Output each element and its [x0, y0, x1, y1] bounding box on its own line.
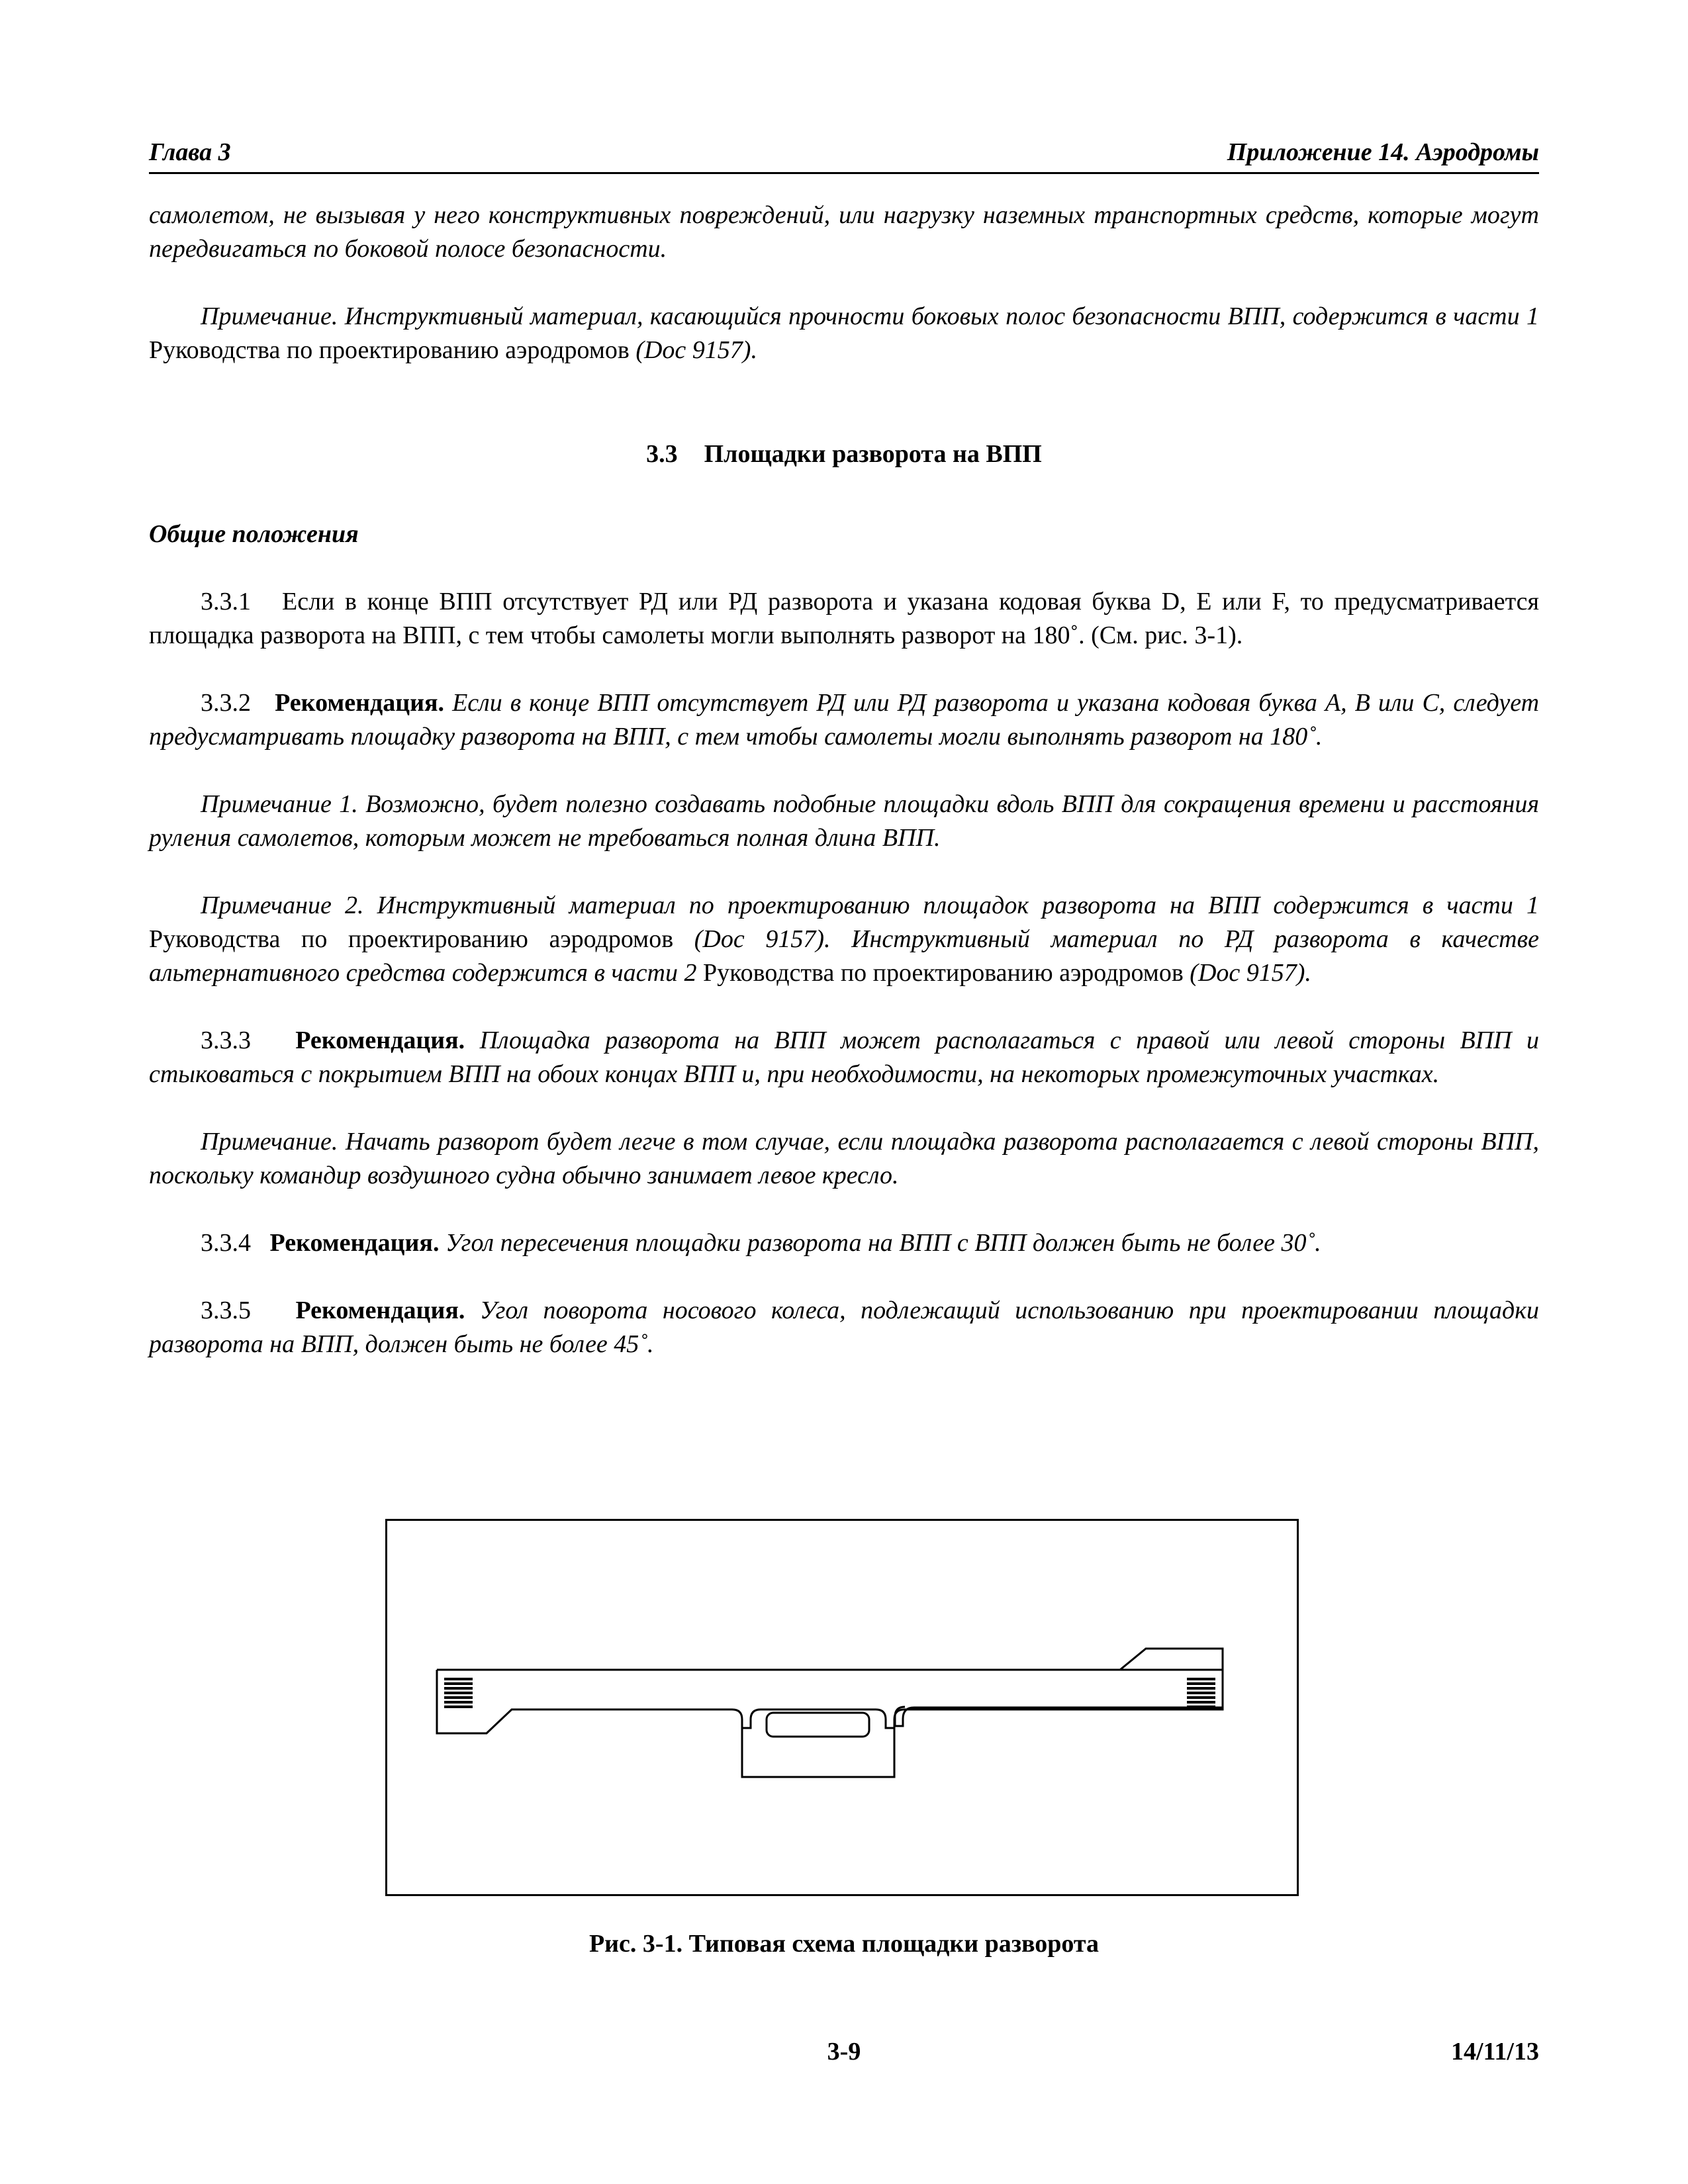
recommendation-label: Рекомендация.: [295, 1026, 465, 1054]
note-strength: [149, 300, 1539, 367]
central-island: [767, 1713, 869, 1737]
page-date: 14/11/13: [1450, 2038, 1539, 2066]
doc-reference: (Doc 9157).: [1190, 959, 1311, 987]
note-2-text: Примечание 2. Инструктивный материал по проектированию площадок разворота на ВПП содержится в части 1: [201, 891, 1539, 919]
paragraph-text: Угол пересечения площадки разворота на ВПП с ВПП должен быть не более 30˚.: [445, 1229, 1321, 1257]
paragraph-3-3-5: [149, 1294, 1539, 1361]
paragraph-3-3-2: [149, 686, 1539, 754]
note-2: [149, 889, 1539, 990]
subsection-heading: Общие положения: [149, 520, 359, 548]
paragraph-text: Площадка разворота на ВПП может располагаться с правой или левой стороны ВПП и стыковаться с покрытием ВПП на обоих концах ВПП и, при необходимости, на некоторых промежуточных участках.: [149, 1026, 1540, 1088]
note-3: Примечание. Начать разворот будет легче в том случае, если площадка разворота располагается с левой стороны ВПП, поскольку командир воздушного судна обычно занимает левое кресло.: [149, 1128, 1539, 1189]
section-title: Площадки разворота на ВПП: [704, 440, 1042, 468]
paragraph-text: Если в конце ВПП отсутствует РД или РД разворота и указана кодовая буква A, B или C, следует предусматривать площадку разворота на ВПП, с тем чтобы самолеты могли выполнять разворот на 180˚.: [149, 689, 1540, 751]
page-footer: [149, 2037, 1539, 2070]
runway-top-edge: [437, 1649, 1223, 1727]
doc-reference: (Doc 9157).: [635, 336, 757, 364]
recommendation-label: Рекомендация.: [295, 1297, 465, 1324]
turn-pad-diagram: [385, 1519, 1299, 1896]
section-number: 3.3: [646, 440, 678, 468]
section-heading: [149, 437, 1539, 471]
right-threshold-markings: [1187, 1678, 1215, 1708]
continued-paragraph: самолетом, не вызывая у него конструктивных повреждений, или нагрузку наземных транспортных средств, которые могут передвигаться по боковой полосе безопасности.: [149, 201, 1539, 263]
paragraph-3-3-3: [149, 1024, 1539, 1091]
left-threshold-markings: [444, 1678, 473, 1708]
note-1: Примечание 1. Возможно, будет полезно создавать подобные площадки вдоль ВПП для сокращения времени и расстояния руления самолетов, которым может не требоваться полная длина ВПП.: [149, 790, 1539, 852]
page-number: 3-9: [827, 2038, 861, 2066]
paragraph-number: 3.3.5: [201, 1297, 251, 1324]
recommendation-label: Рекомендация.: [275, 689, 445, 717]
annex-label: Приложение 14. Аэродромы: [1227, 138, 1539, 166]
note-strength-text: Примечание. Инструктивный материал, касающийся прочности боковых полос безопасности ВПП, содержится в части 1: [201, 302, 1539, 330]
runway-geometry: [437, 1649, 1223, 1777]
manual-reference: Руководства по проектированию аэродромов: [702, 959, 1184, 987]
paragraph-3-3-1: [149, 585, 1539, 653]
note-2-text-cont: (Doc 9157). Инструктивный материал по РД разворота в качестве альтернативного средства содержится в части 2: [149, 925, 1539, 987]
manual-reference: Руководства по проектированию аэродромов: [149, 925, 674, 953]
runway-top-line: [437, 1649, 1223, 1709]
runway-outline: [437, 1670, 1223, 1726]
paragraph-text: Если в конце ВПП отсутствует РД или РД разворота и указана кодовая буква D, E или F, то предусматривается площадка разворота на ВПП, с тем чтобы самолеты могли выполнять разворот на 180˚. (См. рис. 3-1).: [149, 588, 1540, 649]
paragraph-number: 3.3.2: [201, 689, 251, 717]
paragraph-text: Угол поворота носового колеса, подлежащий использованию при проектировании площадки разворота на ВПП, должен быть не более 45˚.: [149, 1297, 1539, 1358]
turn-pad-drawing: [387, 1521, 1297, 1894]
paragraph-number: 3.3.4: [201, 1229, 251, 1257]
page-content: [149, 199, 1539, 1395]
page-header: [149, 132, 1539, 174]
left-junction-curve: [732, 1709, 761, 1728]
chapter-label: Глава 3: [149, 138, 231, 166]
paragraph-3-3-4: [149, 1226, 1539, 1260]
manual-reference: Руководства по проектированию аэродромов: [149, 336, 630, 364]
holding-bay: [742, 1728, 894, 1777]
paragraph-number: 3.3.1: [201, 588, 251, 615]
recommendation-label: Рекомендация.: [269, 1229, 440, 1257]
paragraph-number: 3.3.3: [201, 1026, 251, 1054]
runway-left-end: [437, 1670, 732, 1733]
figure-caption: Рис. 3-1. Типовая схема площадки разворота: [588, 1930, 1100, 1958]
